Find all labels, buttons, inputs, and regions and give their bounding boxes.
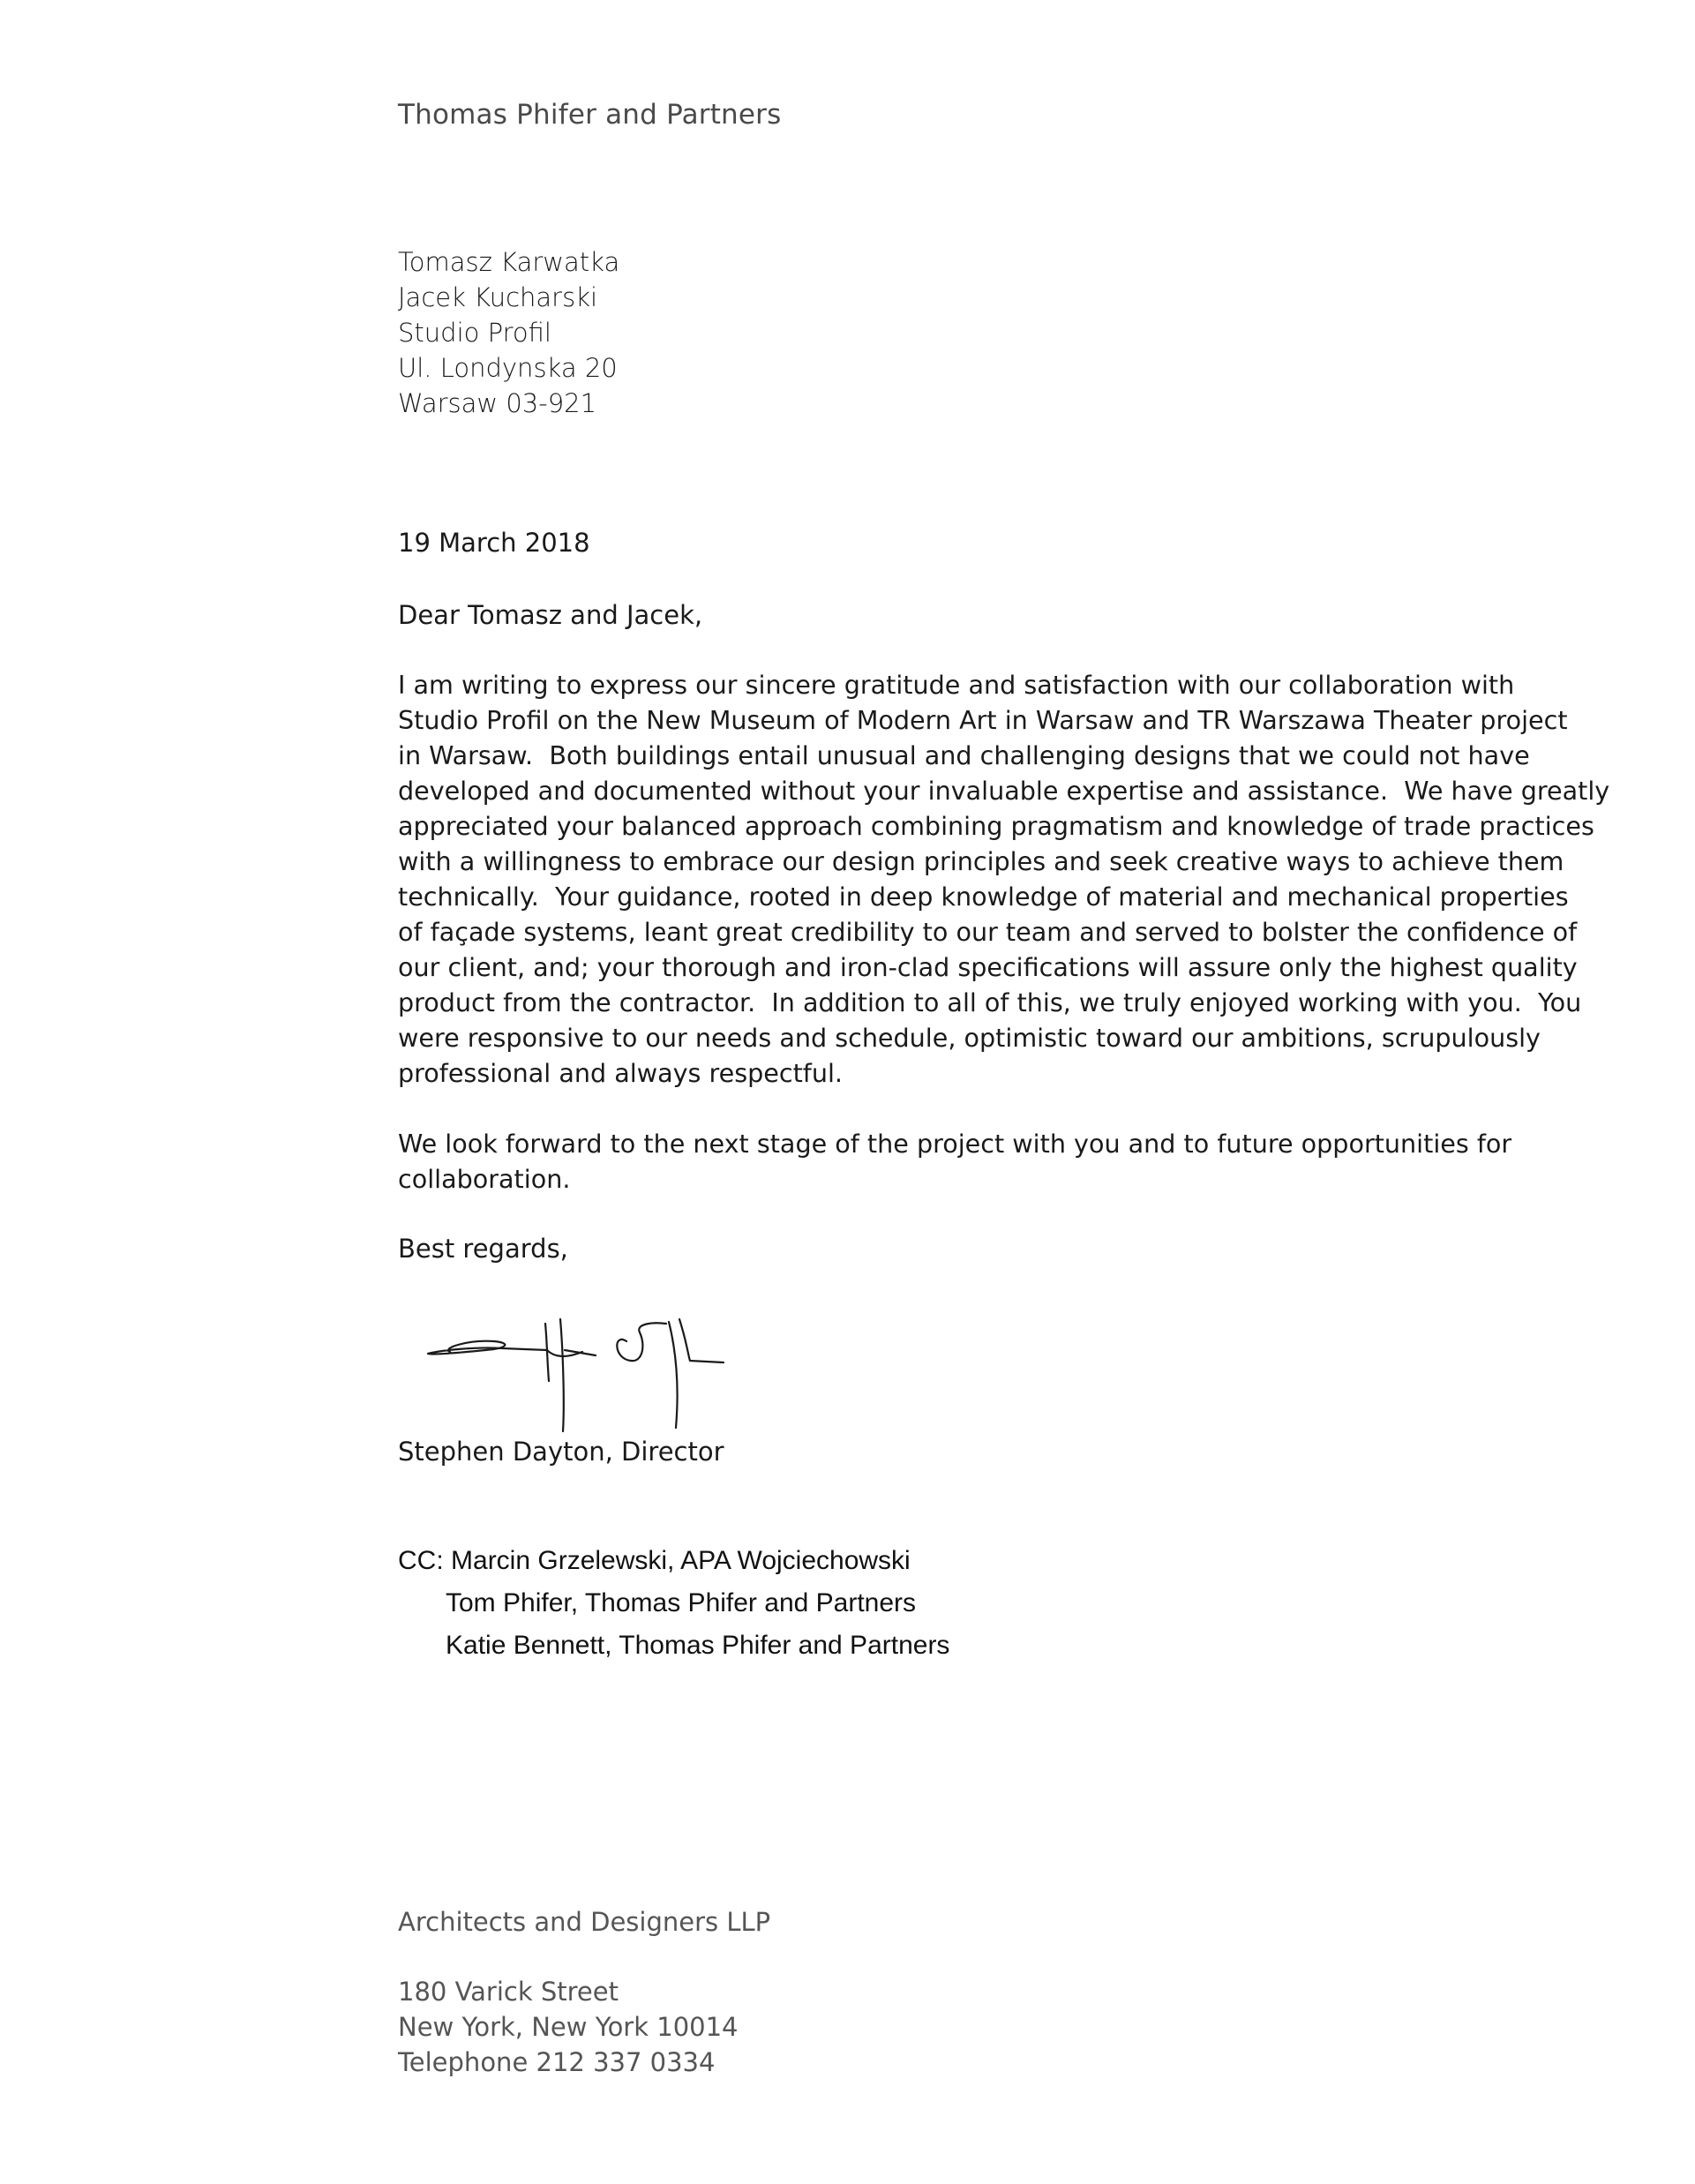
closing: Best regards, — [398, 1234, 568, 1264]
body-paragraph-2 — [398, 1126, 1545, 1197]
cc-row — [398, 1540, 949, 1582]
body-line: Studio Profil on the New Museum of Modern Art in Warsaw and TR Warszawa Theater project — [398, 705, 1568, 735]
footer-firm-description: Architects and Designers LLP — [398, 1907, 771, 1937]
signer-name-title: Stephen Dayton, Director — [398, 1437, 724, 1467]
body-paragraph-1 — [398, 667, 1610, 1091]
recipient-address — [398, 244, 619, 421]
cc-recipient: Tom Phifer, Thomas Phifer and Partners — [446, 1588, 917, 1617]
body-line: were responsive to our needs and schedule, optimistic toward our ambitions, scrupulously — [398, 1023, 1541, 1053]
cc-recipient: Katie Bennett, Thomas Phifer and Partners — [446, 1631, 950, 1660]
body-line: I am writing to express our sincere gratitude and satisfaction with our collaboration with — [398, 670, 1515, 700]
body-line: our client, and; your thorough and iron-clad specifications will assure only the highest quality — [398, 952, 1578, 982]
recipient-line: Warsaw 03-921 — [398, 388, 597, 418]
recipient-line: Studio Profil — [398, 318, 551, 348]
recipient-line: Ul. Londynska 20 — [398, 353, 618, 383]
body-line: in Warsaw. Both buildings entail unusual and challenging designs that we could not have — [398, 740, 1530, 770]
body-line: developed and documented without your invaluable expertise and assistance. We have greatly — [398, 776, 1610, 806]
footer-address-line: Telephone 212 337 0334 — [398, 2047, 716, 2077]
cc-list — [398, 1540, 949, 1667]
body-line: product from the contractor. In addition to all of this, we truly enjoyed working with you. You — [398, 987, 1582, 1017]
footer-address-line: New York, New York 10014 — [398, 2012, 739, 2042]
body-line: of façade systems, leant great credibility to our team and served to bolster the confidence of — [398, 917, 1578, 947]
cc-label: CC: — [398, 1546, 444, 1575]
body-line: collaboration. — [398, 1164, 571, 1194]
letterhead-firm-name: Thomas Phifer and Partners — [398, 99, 782, 131]
letter-date: 19 March 2018 — [398, 528, 590, 558]
body-line: We look forward to the next stage of the project with you and to future opportunities for — [398, 1129, 1512, 1159]
body-line: with a willingness to embrace our design principles and seek creative ways to achieve them — [398, 846, 1564, 876]
footer-address-line: 180 Varick Street — [398, 1977, 619, 2007]
footer-address — [398, 1974, 739, 2080]
body-line: appreciated your balanced approach combining pragmatism and knowledge of trade practices — [398, 811, 1594, 841]
salutation: Dear Tomasz and Jacek, — [398, 600, 703, 630]
body-line: technically. Your guidance, rooted in deep knowledge of material and mechanical properties — [398, 882, 1569, 912]
handwritten-signature — [415, 1297, 759, 1438]
recipient-line: Tomasz Karwatka — [398, 247, 620, 277]
body-line: professional and always respectful. — [398, 1058, 844, 1088]
cc-recipient: Marcin Grzelewski, APA Wojciechowski — [451, 1546, 911, 1575]
recipient-line: Jacek Kucharski — [398, 282, 598, 312]
